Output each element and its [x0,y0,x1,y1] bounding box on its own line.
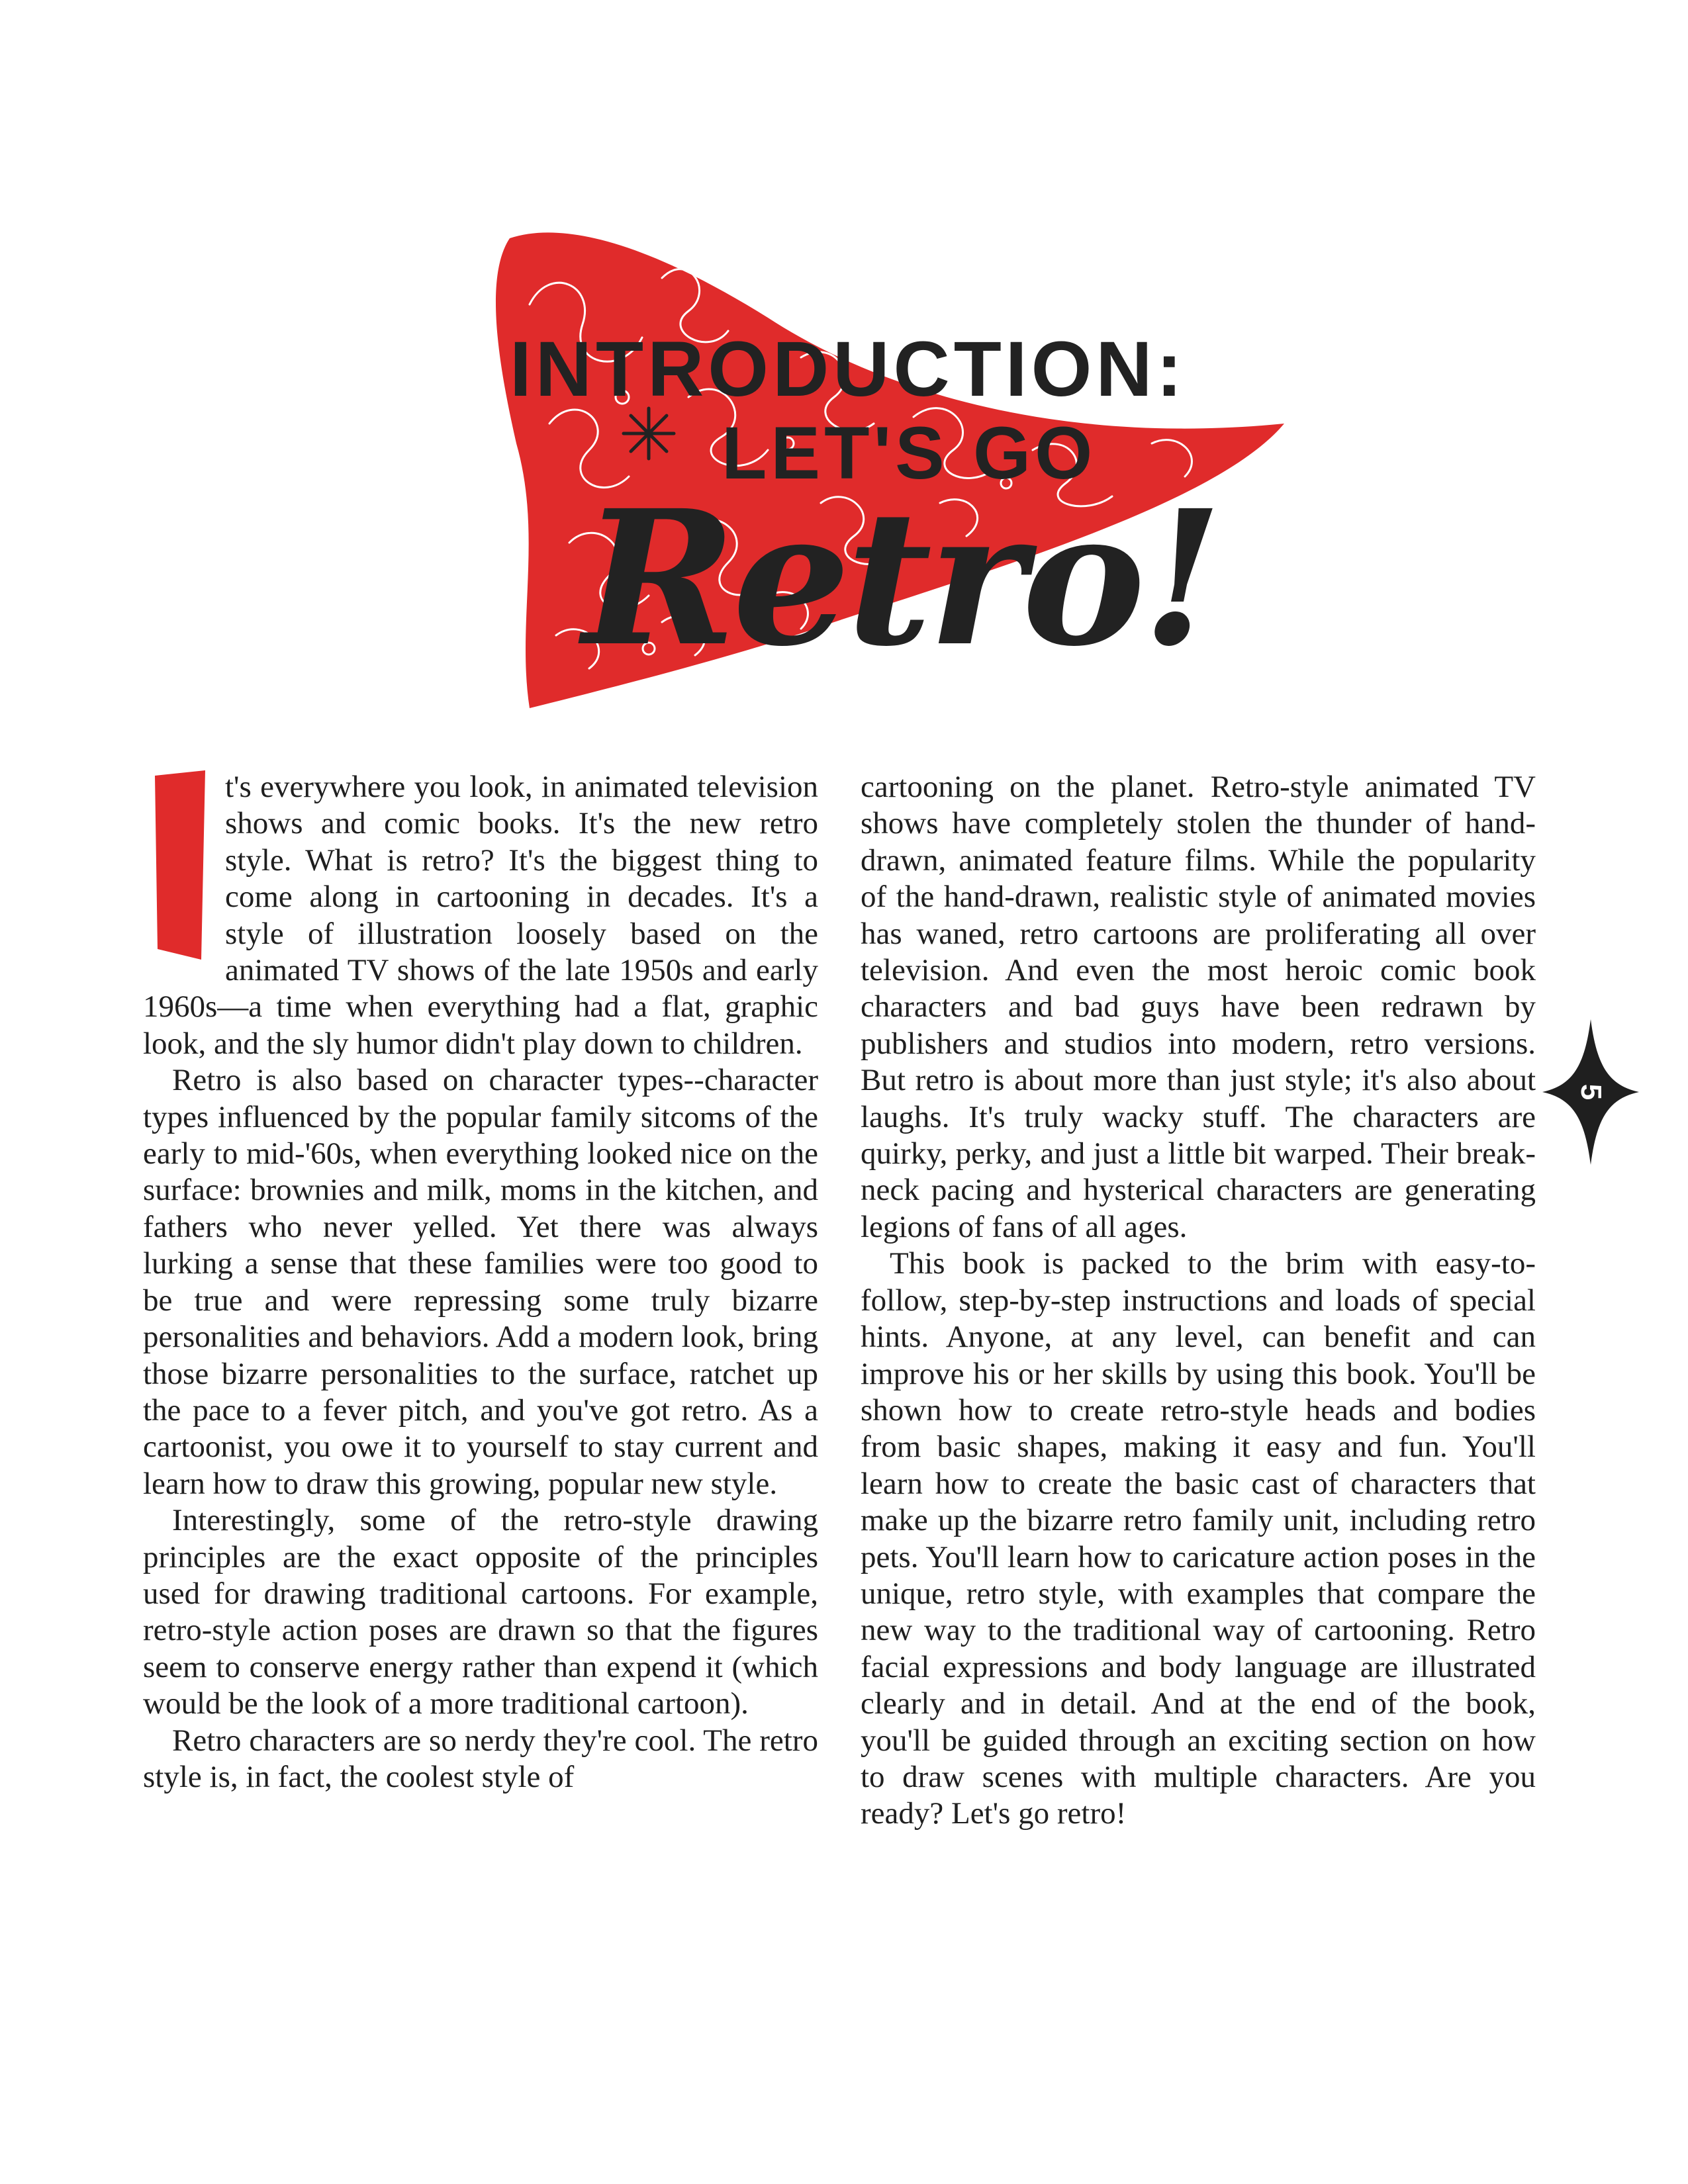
drop-cap-letter [148,770,209,962]
paragraph-drawing-principles: Interestingly, some of the retro-style drawing principles are the exact opposite of the principles used for drawing traditional cartoons. For example, retro-style action poses are drawn so that the figures seem to conserve energy rather than expend it (which would be the look of a more traditional cartoon). [143,1503,818,1721]
page-number: 5 [1575,1083,1607,1101]
paragraph-character-types: Retro is also based on character types--character types influenced by the popular family sitcoms of the early to mid-'60s, when everything looked nice on the surface: brownies and milk, moms in the kitchen, and fathers who never yelled. Yet there was always lurking a sense that these families were too good to be true and were repressing some truly bizarre personalities and behaviors. Add a modern look, bring those bizarre personalities to the surface, ratchet up the pace to a fever pitch, and you've got retro. As a cartoonist, you owe it to yourself to stay current and learn how to draw this growing, popular new style. [143,1063,818,1501]
body-column-right [861,769,1536,1833]
paragraph-book-overview: This book is packed to the brim with easy-to-follow, step-by-step instructions and loads of special hints. Anyone, at any level, can benefit and can improve his or her skills by using this book. You'll be shown how to create retro-style heads and bodies from basic shapes, making it easy and fun. You'll learn how to create the basic cast of characters that make up the bizarre retro family unit, including retro pets. You'll learn how to caricature action poses in the unique, retro style, with examples that compare the new way to the traditional way of cartooning. Retro facial expressions and body language are illustrated clearly and in detail. And at the end of the book, you'll be guided through an exciting section on how to draw scenes with multiple characters. Are you ready? Let's go retro! [861,1246,1536,1831]
paragraph-cartooning-planet: cartooning on the planet. Retro-style animated TV shows have completely stolen the thunder of hand-drawn, animated feature films. While the popularity of the hand-drawn, realistic style of animated movies has waned, retro cartoons are proliferating all over television. And even the most heroic comic book characters and bad guys have been redrawn by publishers and studios into modern, retro versions. But retro is about more than just style; it's also about laughs. It's truly wacky stuff. The characters are quirky, perky, and just a little bit warped. Their break-neck pacing and hysterical characters are generating legions of fans of all ages. [861,770,1536,1244]
paragraph-nerdy-cool: Retro characters are so nerdy they're cool. The retro style is, in fact, the coolest style of [143,1723,818,1794]
starburst-icon [624,408,674,459]
paragraph-intro: t's everywhere you look, in animated television shows and comic books. It's the new retro style. What is retro? It's the biggest thing to come along in cartooning in decades. It's a style of illustration loosely based on the animated TV shows of the late 1950s and early 1960s—a time when everything had a flat, graphic look, and the sly humor didn't play down to children. [143,770,818,1061]
page-title-line-1: INTRODUCTION: [510,326,1186,413]
body-column-left [143,769,818,1796]
page-title-line-2: LET'S GO [722,412,1097,494]
page-title-line-3: Retro! [583,470,1219,688]
